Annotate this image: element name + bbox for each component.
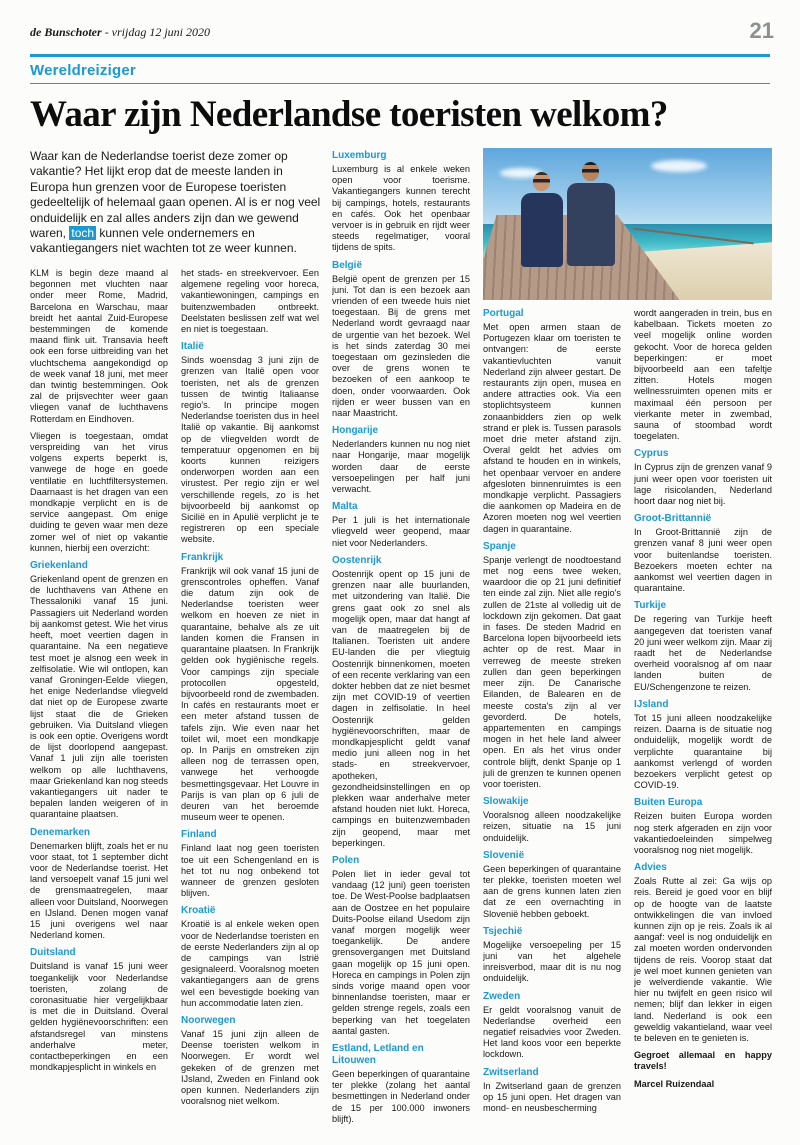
country-heading: Buiten Europa: [634, 797, 703, 809]
masthead: [30, 18, 774, 44]
column-1: [30, 268, 168, 1134]
body-paragraph: het stads- en streekvervoer. Een algemene regeling voor horeca, vakantiewoningen, campings en buitenzwembaden ontbreekt. Deelstaten beslissen zelf wat wel en niet is toegestaan.: [181, 268, 319, 335]
country-heading: Tsjechië: [483, 925, 523, 937]
country-heading: Turkije: [634, 600, 667, 612]
body-paragraph: Sinds woensdag 3 juni zijn de grenzen van Italië open voor toeristen, net als de grenzen tussen de twintig Italiaanse regio's. In principe mogen Nederlandse toeristen dus in heel Italië op vakantie. Bij aankomst op de vliegvelden wordt de temperatuur opgenomen en bij koorts kunnen reizigers onderworpen worden aan een virustest. Per regio zijn er wel verschillende regels, zo is het bijvoorbeeld bij aankomst op Sicilië en in Apulië verplicht je te registreren op een speciale website.: [181, 355, 319, 545]
page-number: 21: [749, 18, 774, 43]
person-torso: [567, 183, 615, 266]
country-heading: IJsland: [634, 698, 669, 710]
country-heading: Cyprus: [634, 448, 669, 460]
country-heading: Slowakije: [483, 796, 529, 808]
body-paragraph: België opent de grenzen per 15 juni. Tot dan is een bezoek aan vrienden of een tweede huis niet toegestaan. Bij de grens met Nederland wordt gevraagd naar de urgentie van het bezoek. Wel is het sinds zaterdag 30 mei toegestaan om gezinsleden die over de grens wonen te bezoeken of een aankoop te doen, onder voorwaarden. Ook rijden er weer bussen van en naar Maastricht.: [332, 273, 470, 419]
body-paragraph: KLM is begin deze maand al begonnen met vluchten naar onder meer Rome, Madrid, Barcelona en Warschau, maar breidt het aantal Zuid-Europese bestemmingen de komende maand flink uit. Transavia heeft ook een forse uitbreiding van het vluchtschema aangekondigd op de week vanaf 18 juni, met meer dan twintig bestemmingen. Ook zal de prijsvechter weer gaan vliegen vanaf de luchthavens Rotterdam en Eindhoven.: [30, 268, 168, 424]
country-heading: Noorwegen: [181, 1014, 236, 1026]
body-paragraph: Luxemburg is al enkele weken open voor toerisme. Vakantiegangers kunnen terecht bij campings, hotels, restaurants en cafés. Ook het openbaar vervoer is in gebruik en rijdt weer steeds regelmatiger, vooral tijdens de spits.: [332, 164, 470, 253]
photo-cloud: [651, 160, 707, 172]
body-paragraph: Geen beperkingen of quarantaine ter plekke (zolang het aantal besmettingen in Nederland onder de 15 per 100.000 inwoners blijft).: [332, 1069, 470, 1124]
body-paragraph: wordt aangeraden in trein, bus en kabelbaan. Tickets moeten zo veel mogelijk online worden gekocht. Voor de horeca gelden beperkingen: er moet bijvoorbeeld aan een tafeltje zitten. Hotels mogen wellnessruimten openen mits er maximaal één persoon per vierkante meter in zwembad, sauna of stoombad wordt toegelaten.: [634, 308, 772, 442]
country-heading: Duitsland: [30, 947, 76, 959]
country-heading: Frankrijk: [181, 551, 224, 563]
country-heading: Finland: [181, 829, 217, 841]
section-band: [30, 54, 770, 84]
body-paragraph: Er geldt vooralsnog vanuit de Nederlandse overheid een negatief reisadvies voor Zweden. Het land koos voor een beperkte lockdown.: [483, 1004, 621, 1060]
country-heading: Denemarken: [30, 826, 91, 838]
photo-person-left: [521, 172, 563, 280]
body-paragraph: Polen liet in ieder geval tot vandaag (12 juni) geen toeristen toe. De West-Poolse badplaatsen aan de Oostzee en het populaire Duits-Poolse eiland Usedom zijn vanaf morgen mogelijk weer toegankelijk. De andere grensovergangen met Duitsland gaan mogelijk op 15 juni open. Horeca en campings in Polen zijn sinds vorige maand open voor binnenlandse toeristen, maar er gelden strenge regels, zoals een beperking van het toegelaten aantal gasten.: [332, 868, 470, 1036]
body-paragraph: Duitsland is vanaf 15 juni weer toegankelijk voor Nederlandse toeristen, zolang de coronasituatie hier vergelijkbaar is met die in Duitsland. Overal gelden hygiënevoorschriften: een afstandsregel van minstens anderhalve meter, contactbeperkingen en een mondkapjesplicht in winkels en: [30, 961, 168, 1073]
headline: Waar zijn Nederlandse toeristen welkom?: [30, 94, 668, 135]
photo-person-right: [567, 162, 615, 284]
body-paragraph: In Zwitserland gaan de grenzen op 15 juni open. Het dragen van mond- en neusbescherming: [483, 1080, 621, 1113]
highlight-text: toch: [71, 226, 95, 241]
country-heading: Advies: [634, 862, 667, 874]
country-heading: Malta: [332, 501, 358, 513]
body-paragraph: Frankrijk wil ook vanaf 15 juni de grenscontroles opheffen. Vanaf die datum zijn ook de Nederlandse toeristen weer welkom en hoeven ze niet in quarantaine, behalve als ze uit landen komen die Fransen in quarantaine plaatsen. In Frankrijk gelden ook hygiënische regels. Voor campings zijn speciale protocollen opgesteld, bijvoorbeeld rond de zwembaden. In cafés en restaurants moet er een meter afstand tussen de tafels zijn. Wie even naar het toilet wil, moet een mondkapje op. In Parijs en omstreken zijn alleen nog de terrassen open, vanwege het verhoogde besmettingsgevaar. Het Louvre in Parijs is van plan op 6 juli de deuren van het beroemde museum weer te openen.: [181, 565, 319, 823]
body-paragraph: Denemarken blijft, zoals het er nu voor staat, tot 1 september dicht voor de Nederlandse toerist. Het land versoepelt vanaf 15 juni wel de grensmaatregelen, maar alleen voor Duitsland, Noorwegen en IJsland. Denen mogen vanaf 15 juni overigens wel naar Nederland komen.: [30, 840, 168, 941]
country-heading: Hongarije: [332, 425, 379, 437]
masthead-title: [30, 18, 210, 40]
section-rule-bottom: [30, 83, 770, 84]
country-heading: Slovenië: [483, 849, 525, 861]
body-paragraph: Vliegen is toegestaan, omdat verspreiding van het virus volgens experts beperkt is, vanwege de hoge en goede ventilatie en luchtfiltersystemen. Daarnaast is het dragen van een mondkapje verplicht en is de service aangepast. Om enige duiding te geven waar men deze zomer wel of niet op vakantie kunnen, hierbij een overzicht:: [30, 430, 168, 553]
body-paragraph: Tot 15 juni alleen noodzakelijke reizen. Daarna is de situatie nog onduidelijk, mogelijk wordt de verplichte quarantaine bij aankomst verlengd of worden bezoekers verplicht getest op COVID-19.: [634, 712, 772, 791]
column-3: [332, 150, 470, 1134]
body-paragraph: De regering van Turkije heeft aangegeven dat toeristen vanaf 20 juni weer welkom zijn. Maar zij raadt het de Nederlandse overheid vooralsnog af om naar landen buiten de EU/Schengenzone te reizen.: [634, 614, 772, 692]
country-heading: Griekenland: [30, 560, 88, 572]
paper-name: de Bunschoter: [30, 25, 102, 39]
country-heading: Polen: [332, 854, 360, 866]
body-paragraph: Spanje verlengt de noodtoestand met nog eens twee weken, waardoor die op 21 juni definitief ten einde zal zijn. Niet alle regio's zullen de 21ste al volledig uit de lockdown zijn gekomen. Dat gaat in fases. De steden Madrid en Barcelona lopen bijvoorbeeld iets achter op de rest. Maar in verreweg de meeste streken zullen dan geen beperkingen meer zijn. De Canarische Eilanden, de Balearen en de meeste costa's zijn al ver gevorderd. De hotels, appartementen en campings mogen in het hele land alweer open. En als het virus onder controle blijft, denkt Spanje op 1 juli de grenzen te kunnen openen voor toeristen.: [483, 554, 621, 789]
body-paragraph: Kroatië is al enkele weken open voor de Nederlandse toeristen en de eerste Nederlanders zijn al op de campings van Istrië gesignaleerd. Vooralsnog moeten vakantiegangers aan de grens wel een bevestigde boeking van hun accommodatie laten zien.: [181, 919, 319, 1008]
country-heading: Portugal: [483, 308, 524, 319]
body-paragraph: Per 1 juli is het internationale vliegveld weer geopend, maar niet voor Nederlanders.: [332, 515, 470, 548]
person-head: [533, 172, 550, 191]
country-heading: Groot-Brittannië: [634, 513, 712, 525]
body-paragraph: Zoals Rutte al zei: Ga wijs op reis. Bereid je goed voor en blijf op de hoogte van de laatste ontwikkelingen die van invloed kunnen zijn op je reis. Zoals ik al aangaf: veel is nog onduidelijk en zal moeten worden ondervonden tijdens de reis. Voorop staat dat je wel moet kunnen genieten van je welverdiende vakantie. Wie hier nu twijfelt en geen risico wil nemen; blijf dan lekker in eigen land. Nederland is ook een geweldig vakantieland, waar veel te beleven en te genieten is.: [634, 876, 772, 1043]
body-paragraph: Vanaf 15 juni zijn alleen de Deense toeristen welkom in Noorwegen. Er wordt wel gekeken of de grenzen met IJsland, Zweden en Finland ook open kunnen. Nederlanders zijn vooralsnog niet welkom.: [181, 1028, 319, 1107]
country-heading: Kroatië: [181, 905, 216, 917]
body-paragraph: Met open armen staan de Portugezen klaar om toeristen te ontvangen: de eerste vakantievluchten vanuit Nederland zijn alweer gestart. De restaurants zijn open, musea en andere attracties ook. Via een stoplichtsysteem kunnen zonaanbidders zien op welk strand er plek is. Tussen parasols moet drie meter afstand zijn. Overal geldt het advies om afstand te houden en in winkels, het openbaar vervoer en andere afgesloten binnenruimtes is een mondkapje verplicht. Passagiers die aankomen op Madeira en de Azoren moeten nog wel veertien dagen in quarantaine.: [483, 322, 621, 534]
person-torso: [521, 193, 563, 266]
person-head: [582, 162, 599, 181]
body-paragraph: Mogelijke versoepeling per 15 juni van het algehele inreisverbod, maar dit is nu nog onduidelijk.: [483, 939, 621, 984]
country-heading: Spanje: [483, 540, 516, 552]
issue-date: - vrijdag 12 juni 2020: [101, 25, 211, 39]
body-paragraph: In Groot-Brittannië zijn de grenzen vanaf 8 juni weer open voor buitenlandse toeristen. Bezoekers moeten echter na aankomst wel veertien dagen in quarantaine.: [634, 527, 772, 594]
signoff-text: Gegroet allemaal en happy travels!: [634, 1050, 772, 1072]
country-heading: Zweden: [483, 990, 521, 1002]
vacation-photo: [483, 148, 772, 300]
body-paragraph: In Cyprus zijn de grenzen vanaf 9 juni weer open voor toeristen uit lage risicolanden, Nederland hoort daar nog niet bij.: [634, 462, 772, 507]
column-2: [181, 268, 319, 1134]
body-paragraph: Reizen buiten Europa worden nog sterk afgeraden en zijn voor vakantiedoeleinden simpelweg vooralsnog nog niet mogelijk.: [634, 811, 772, 855]
body-paragraph: Finland laat nog geen toeristen toe uit een Schengenland en is het tot nu nog onbekend tot wanneer de grenzen gesloten blijven.: [181, 843, 319, 899]
body-paragraph: Vooralsnog alleen noodzakelijke reizen, situatie na 15 juni onduidelijk.: [483, 810, 621, 843]
country-heading: België: [332, 259, 363, 271]
section-title: Wereldreiziger: [30, 62, 136, 79]
country-heading: Luxemburg: [332, 150, 387, 161]
signoff-text: Marcel Ruizendaal: [634, 1078, 715, 1089]
column-4: [483, 308, 621, 1134]
column-5: [634, 308, 772, 1134]
intro-paragraph: [30, 149, 322, 257]
body-paragraph: Nederlanders kunnen nu nog niet naar Hongarije, maar mogelijk worden daar de eerste versoepelingen per half juni verwacht.: [332, 439, 470, 495]
country-heading: Oostenrijk: [332, 554, 382, 566]
body-paragraph: Griekenland opent de grenzen en de luchthavens van Athene en Thessaloniki vanaf 15 juni. Passagiers uit Nederland worden bij aankomst getest. Wie het virus heeft, moet veertien dagen in quarantaine. Na een negatieve test moet je alsnog een week in zelfisolatie. Wie wil ontlopen, kan vanaf Groningen-Eelde vliegen, het enige Nederlandse vliegveld dat niet op de Europese zwarte lijst staat die de Grieken gebruiken. Via Duitsland vliegen is ook een optie. Overigens wordt de lijst doorlopend aangepast. Vanaf 1 juli zijn alle toeristen welkom op alle luchthavens, maar Griekenland kan nog steeds vakantiegangers uit nader te bepalen landen weigeren of in quarantaine plaatsen.: [30, 574, 168, 820]
body-paragraph: Geen beperkingen of quarantaine ter plekke, toeristen moeten wel aan de grens kunnen laten zien dat ze een overnachting in Slovenië hebben geboekt.: [483, 863, 621, 919]
body-paragraph: Oostenrijk opent op 15 juni de grenzen naar alle buurlanden, met uitzondering van Italië. Die grens gaat ook zo snel als mogelijk open, maar dat hangt af van de maatregelen bij de Italianen. Toeristen uit andere EU-landen die per vliegtuig Oostenrijk binnenkomen, moeten of een recente verklaring van een dokter hebben dat ze niet besmet zijn met COVID-19 of veertien dagen in zelfisolatie. In heel Oostenrijk gelden hygiënevoorschriften, maar de mondkapjesplicht geldt vanaf medio juni alleen nog in het stads- en streekvervoer, apotheken, gezondheidsinstellingen en op plekken waar anderhalve meter afstand houden niet lukt. Horeca, campings en buitenzwembaden zijn geopend, maar met beperkingen.: [332, 568, 470, 848]
country-heading: Zwitserland: [483, 1066, 539, 1078]
intro-text-before: Waar kan de Nederlandse toerist deze zomer op vakantie? Het lijkt erop dat de meeste landen in Europa hun grenzen voor de Europese toeristen gedeeltelijk of helemaal gaan openen. Al is er nog veel onduidelijk en zal alles anders zijn dan we gewend waren,: [30, 149, 321, 241]
intro-text-after: kunnen vele ondernemers en vakantiegangers niet wachten tot ze weer kunnen.: [30, 226, 297, 256]
country-heading: Estland, Letland en Litouwen: [332, 1043, 424, 1067]
country-heading: Italië: [181, 341, 204, 353]
